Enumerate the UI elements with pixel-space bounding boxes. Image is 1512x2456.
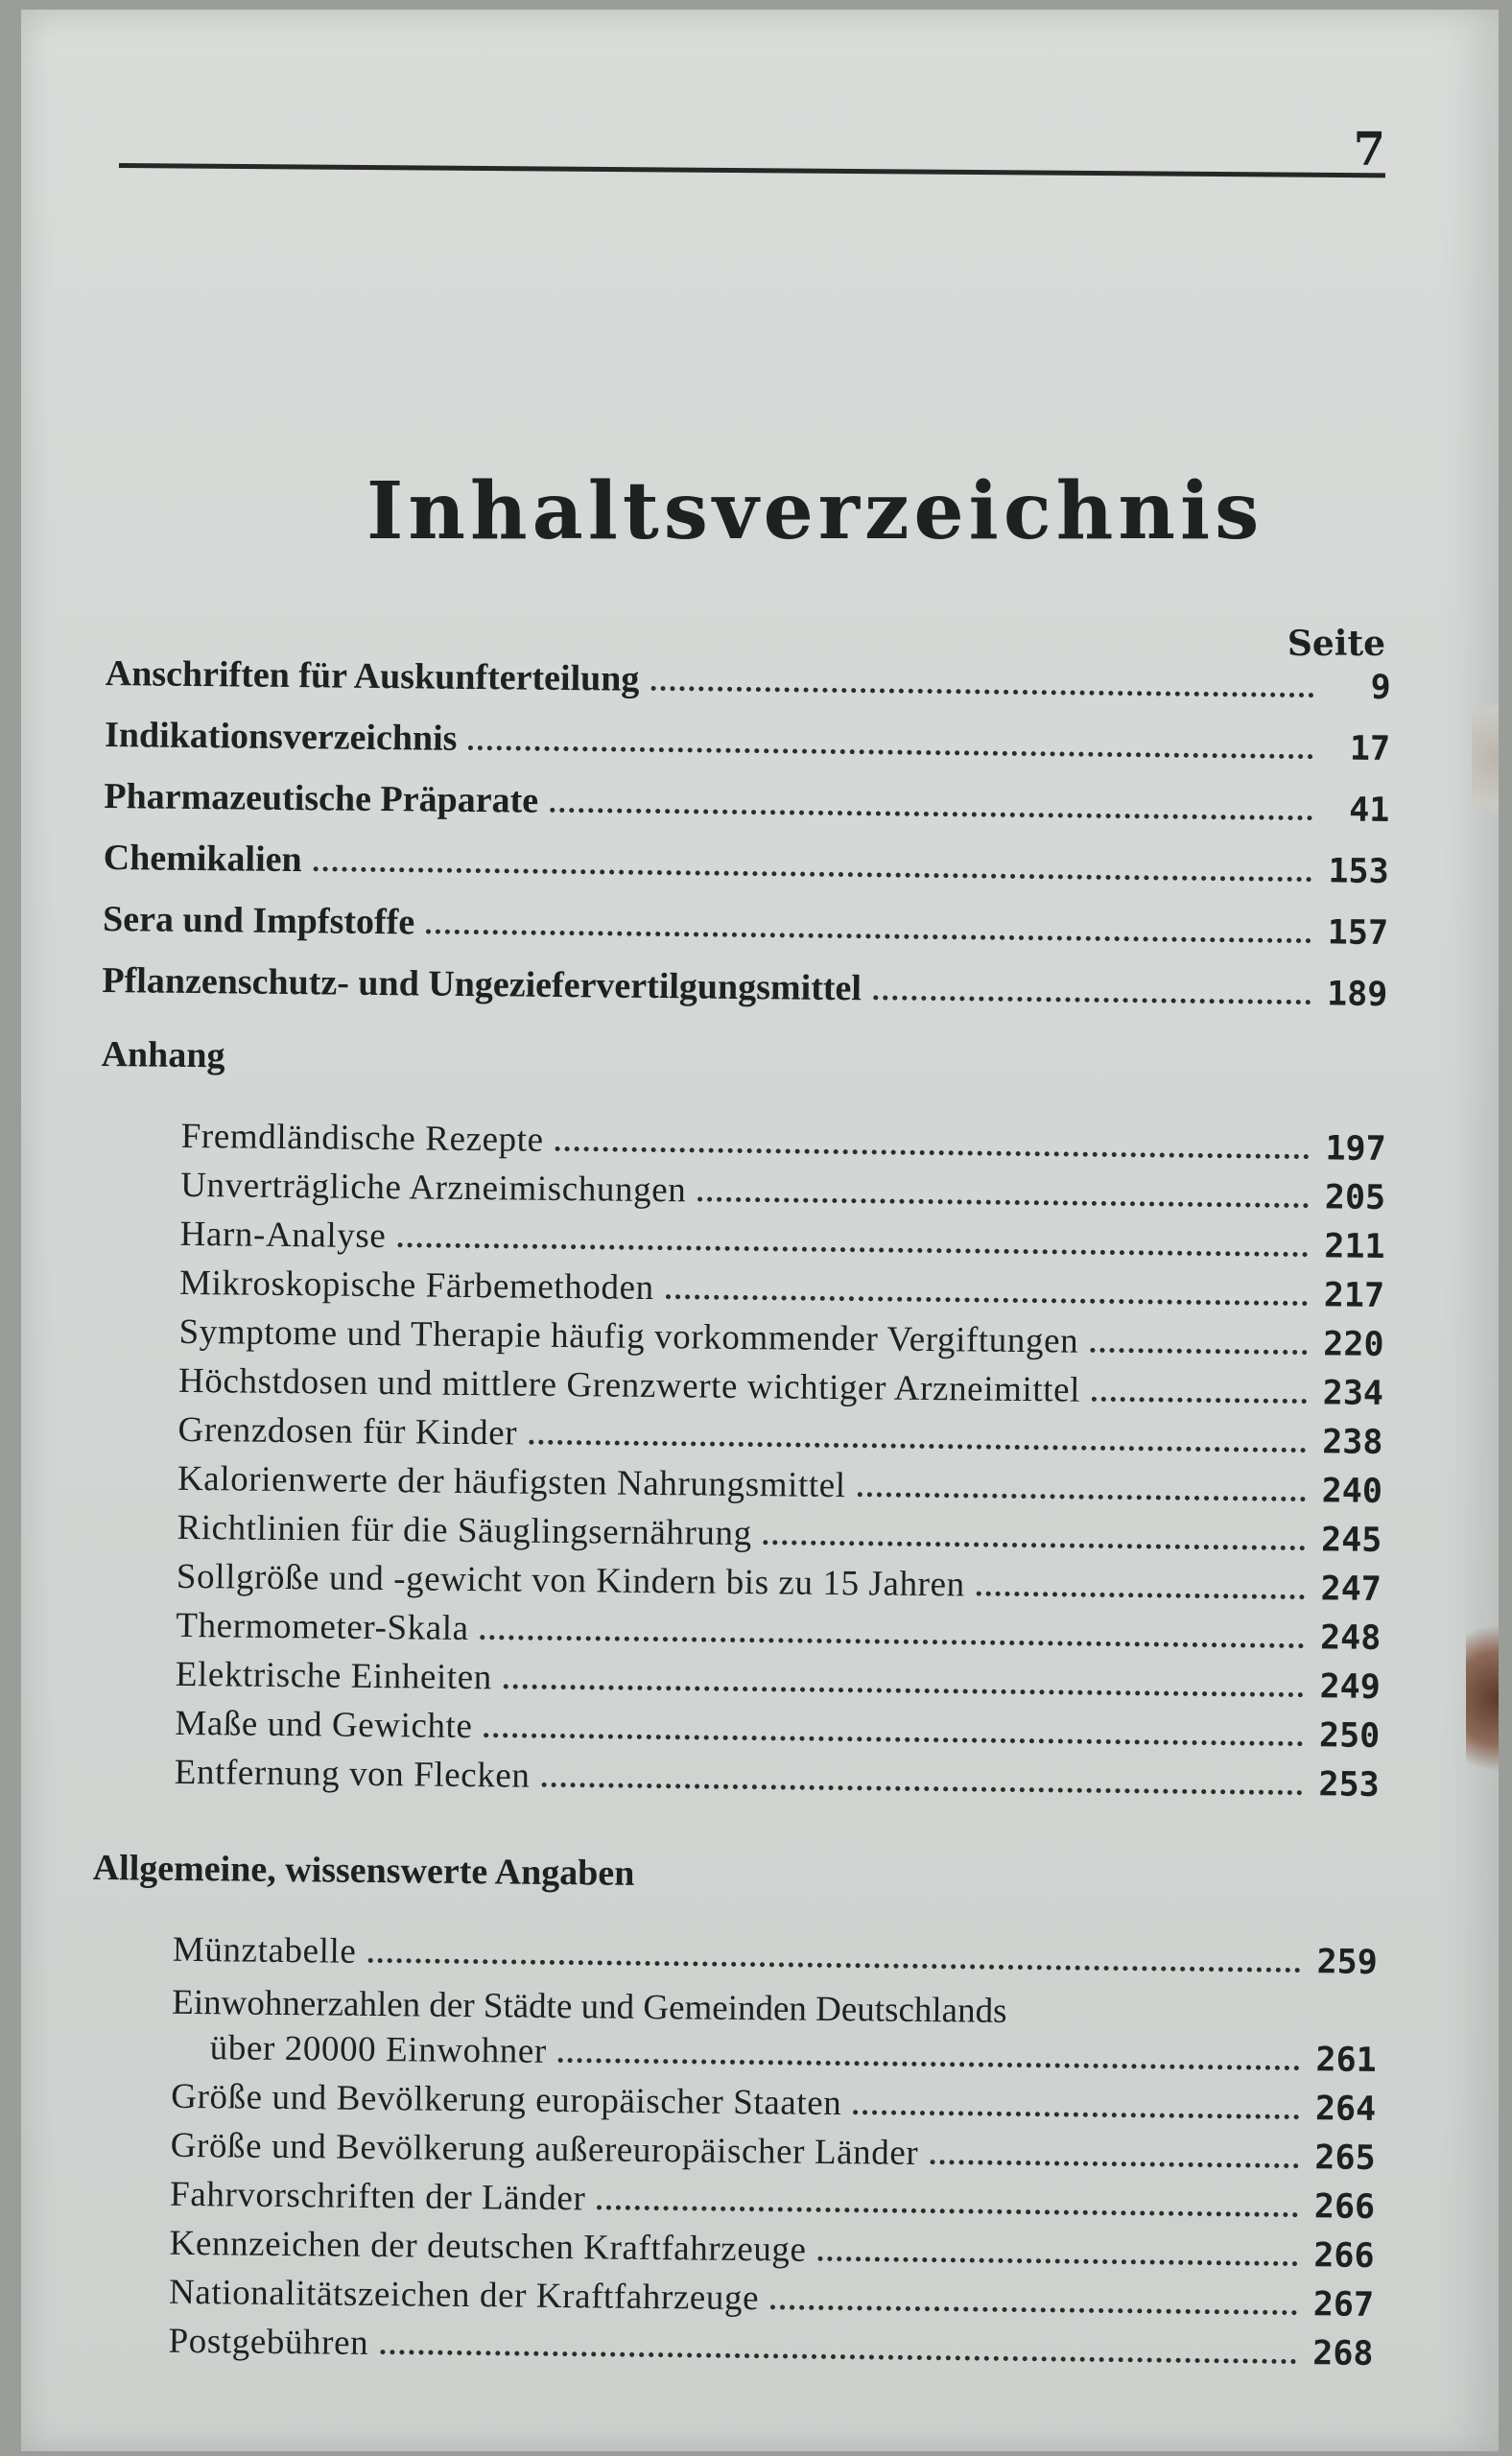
thumb-index-tab [1472, 681, 1499, 835]
toc-entry-label: Münztabelle [172, 1929, 357, 1972]
toc-entry-page: 157 [1327, 913, 1389, 954]
dot-leader [468, 745, 1313, 759]
toc-entry-label: Pharmazeutische Präparate [104, 775, 539, 821]
page-column-header: Seite [1287, 624, 1385, 664]
toc-entry-page: 268 [1312, 2334, 1374, 2373]
main-sections [102, 652, 1391, 1034]
dot-leader [764, 1540, 1306, 1550]
toc-entry-page: 266 [1313, 2236, 1375, 2276]
toc-entry-page: 9 [1370, 668, 1391, 708]
toc-entry-label: Maße und Gewichte [175, 1703, 473, 1747]
dot-leader [541, 1783, 1302, 1795]
toc-entry-page: 253 [1318, 1765, 1380, 1805]
dot-leader [977, 1592, 1305, 1600]
toc-entry-label: Größe und Bevölkerung europäischer Staaten [171, 2076, 842, 2124]
toc-entry-page: 250 [1318, 1716, 1381, 1756]
dot-leader [367, 1958, 1300, 1972]
toc-entry-label: Kennzeichen der deutschen Kraftfahrzeuge [169, 2223, 807, 2270]
toc-entry-page: 259 [1316, 1943, 1378, 1982]
page-title: Inhaltsverzeichnis [366, 465, 1264, 557]
toc-entry-label: Sollgröße und -gewicht von Kindern bis zu 15 Jahren [176, 1556, 965, 1605]
toc-entry-label: Entfernung von Flecken [174, 1752, 531, 1796]
dot-leader [484, 1733, 1303, 1746]
dot-leader [697, 1196, 1309, 1208]
toc-entry-page: 211 [1324, 1227, 1385, 1266]
toc-entry-page: 264 [1314, 2090, 1377, 2129]
toc-entry-label: Nationalitätszeichen der Kraftfahrzeuge [168, 2272, 760, 2319]
toc-entry-page: 240 [1321, 1472, 1383, 1511]
toc-entry-label: Chemikalien [103, 837, 302, 881]
dot-leader [314, 866, 1312, 882]
thumb-index-tab [1466, 1602, 1499, 1794]
book-page [21, 10, 1499, 2451]
toc-entry-page: 153 [1328, 852, 1389, 892]
toc-entry-label: Einwohnerzahlen der Städte und Gemeinden Deutschlands [172, 1982, 1007, 2031]
dot-leader [1090, 1348, 1307, 1355]
toc-entry-label: Harn-Analyse [179, 1214, 387, 1257]
toc-entry-label: Kalorienwerte der häufigsten Nahrungsmittel [177, 1458, 846, 1506]
toc-entry-page: 220 [1323, 1325, 1384, 1364]
dot-leader [380, 2350, 1296, 2364]
toc-entry-label: Fahrvorschriften der Länder [169, 2174, 586, 2219]
header-rule [119, 163, 1385, 177]
dot-leader [770, 2304, 1297, 2315]
dot-leader [666, 1294, 1308, 1306]
toc-entry-page: 17 [1349, 729, 1391, 769]
toc-entry-label: Grenzdosen für Kinder [177, 1409, 518, 1453]
toc-entry-label: Elektrische Einheiten [175, 1654, 493, 1698]
toc-entry-label: Pflanzenschutz- und Ungeziefervertilgungsmittel [102, 959, 862, 1009]
toc-entry-label: Unverträgliche Arzneimischungen [179, 1165, 687, 1211]
dot-leader [426, 930, 1311, 944]
section-heading-anhang: Anhang [101, 1033, 225, 1076]
toc-entry-page: 247 [1320, 1570, 1382, 1609]
toc-entry-label: Höchstdosen und mittlere Grenzwerte wichtiger Arzneimittel [177, 1360, 1081, 1410]
dot-leader [397, 1242, 1308, 1257]
anhang-section [93, 1021, 1386, 1813]
toc-entry-page: 238 [1322, 1423, 1383, 1462]
toc-entry-page: 205 [1324, 1178, 1386, 1218]
dot-leader [481, 1635, 1305, 1648]
toc-entry-label: Indikationsverzeichnis [104, 714, 458, 759]
toc-entry-label: Größe und Bevölkerung außereuropäischer Länder [170, 2125, 919, 2173]
toc-entry-page: 261 [1315, 2041, 1377, 2080]
toc-entry-page: 248 [1319, 1618, 1382, 1658]
toc-entry-label: Anschriften für Auskunfterteilung [105, 652, 640, 699]
dot-leader [529, 1440, 1306, 1452]
toc-entry-label: Postgebühren [168, 2321, 369, 2363]
dot-leader [930, 2160, 1298, 2168]
toc-entry-continuation: über 20000 Einwohner [209, 2028, 548, 2071]
toc-entry-page: 245 [1320, 1521, 1382, 1560]
dot-leader [817, 2256, 1297, 2266]
toc-entry-label: Richtlinien für die Säuglingsernährung [177, 1507, 752, 1554]
toc-entry-page: 197 [1325, 1129, 1386, 1169]
toc-entry-page: 265 [1314, 2138, 1376, 2178]
dot-leader [558, 2058, 1300, 2070]
table-of-contents [87, 652, 1391, 2382]
dot-leader [597, 2205, 1298, 2217]
dot-leader [1092, 1397, 1307, 1404]
dot-leader [550, 808, 1312, 820]
dot-leader [853, 2110, 1299, 2119]
toc-entry-label: Sera und Impfstoffe [102, 898, 415, 943]
toc-entry-label: Mikroskopische Färbemethoden [178, 1263, 654, 1309]
toc-entry-page: 234 [1322, 1374, 1384, 1413]
toc-entry-page: 217 [1323, 1276, 1385, 1315]
dot-leader [504, 1684, 1304, 1697]
section-heading-allgemeine: Allgemeine, wissenswerte Angaben [92, 1847, 635, 1894]
toc-entry-label: Thermometer-Skala [176, 1605, 469, 1649]
page-number: 7 [1353, 123, 1385, 177]
dot-leader [873, 995, 1311, 1004]
dot-leader [650, 686, 1313, 697]
toc-entry-page: 189 [1326, 975, 1388, 1015]
toc-entry-page: 41 [1348, 791, 1390, 831]
dot-leader [555, 1146, 1310, 1159]
toc-entry-page: 249 [1319, 1667, 1381, 1707]
dot-leader [858, 1492, 1306, 1501]
toc-entry-label: Fremdländische Rezepte [180, 1116, 544, 1160]
toc-entry-label: Symptome und Therapie häufig vorkommender Vergiftungen [178, 1311, 1079, 1361]
allgemeine-section [87, 1834, 1379, 2382]
toc-entry-page: 267 [1312, 2285, 1375, 2325]
toc-entry-page: 266 [1313, 2187, 1376, 2227]
